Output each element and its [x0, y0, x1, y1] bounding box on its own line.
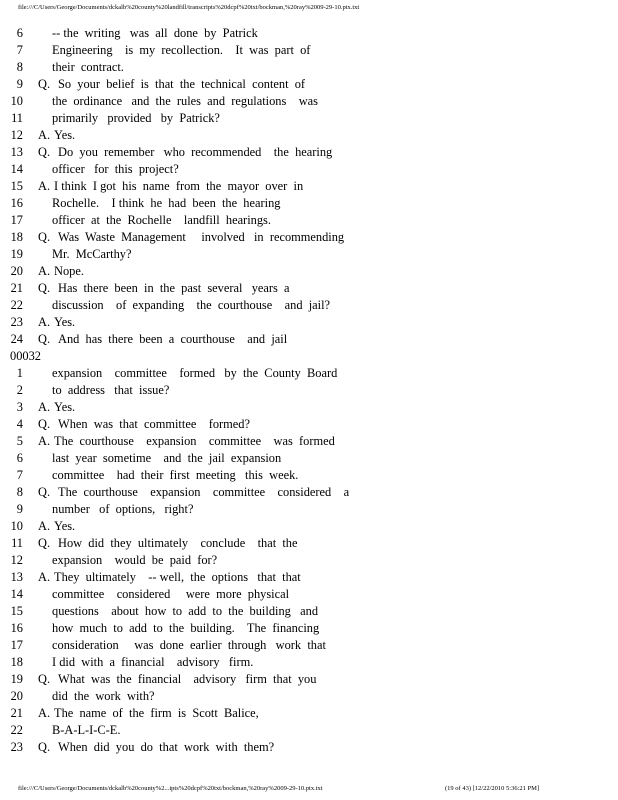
speaker-label: A. — [38, 519, 51, 533]
speaker-label: A. — [38, 264, 51, 278]
line-text: Yes. — [54, 400, 76, 414]
transcript-line — [8, 637, 608, 654]
transcript-line — [8, 569, 608, 586]
line-number: 19 — [10, 247, 23, 261]
transcript-line — [8, 110, 608, 127]
transcript-line — [8, 450, 608, 467]
transcript-line — [8, 416, 608, 433]
transcript-line — [8, 263, 608, 280]
line-number: 8 — [16, 60, 23, 74]
transcript-line — [8, 433, 608, 450]
line-text: officer for this project? — [52, 162, 179, 176]
line-text: Yes. — [54, 519, 76, 533]
transcript-line — [8, 688, 608, 705]
line-number: 23 — [10, 315, 23, 329]
line-number: 1 — [16, 366, 23, 380]
speaker-label: A. — [38, 128, 51, 142]
line-text: did the work with? — [52, 689, 155, 703]
transcript-line — [8, 127, 608, 144]
transcript-line — [8, 467, 608, 484]
footer-url: file:///C/Users/George/Documents/dckalb%20county%2...ipts%20dcpf%20txt/bockman,%20ray%2009-29-10.ptx.txt — [18, 785, 323, 792]
line-text: expansion committee formed by the County Board — [52, 366, 338, 380]
line-text: Yes. — [54, 315, 76, 329]
line-text: Do you remember who recommended the hearing — [58, 145, 333, 159]
line-number: 9 — [16, 502, 23, 516]
transcript-line — [8, 331, 608, 348]
footer-page-info: (19 of 43) [12/22/2010 5:36:21 PM] — [445, 785, 540, 792]
line-number: 21 — [10, 706, 23, 720]
line-number: 21 — [10, 281, 23, 295]
transcript-line — [8, 297, 608, 314]
transcript-line — [8, 229, 608, 246]
transcript-line — [8, 654, 608, 671]
line-number: 6 — [16, 451, 23, 465]
transcript-line — [8, 552, 608, 569]
line-text: number of options, right? — [52, 502, 194, 516]
speaker-label: A. — [38, 434, 51, 448]
line-text: The courthouse expansion committee was formed — [54, 434, 335, 448]
speaker-label: Q. — [38, 672, 51, 686]
transcript-line — [8, 195, 608, 212]
page-number-line — [8, 348, 608, 365]
transcript-line — [8, 76, 608, 93]
line-number: 20 — [10, 689, 23, 703]
line-text: consideration was done earlier through work that — [52, 638, 326, 652]
line-text: They ultimately -- well, the options that that — [54, 570, 301, 584]
line-text: So your belief is that the technical content of — [58, 77, 306, 91]
transcript-line — [8, 620, 608, 637]
line-text: I did with a financial advisory firm. — [52, 655, 254, 669]
line-text: And has there been a courthouse and jail — [58, 332, 288, 346]
line-number: 2 — [16, 383, 23, 397]
line-number: 6 — [16, 26, 23, 40]
line-number: 11 — [11, 536, 23, 550]
line-number: 10 — [10, 94, 23, 108]
transcript-line — [8, 246, 608, 263]
speaker-label: A. — [38, 315, 51, 329]
line-text: Rochelle. I think he had been the hearing — [52, 196, 281, 210]
line-text: When did you do that work with them? — [58, 740, 275, 754]
line-text: How did they ultimately conclude that the — [58, 536, 298, 550]
speaker-label: Q. — [38, 145, 51, 159]
line-number: 23 — [10, 740, 23, 754]
line-text: committee considered were more physical — [52, 587, 290, 601]
transcript-body — [8, 25, 608, 756]
line-text: When was that committee formed? — [58, 417, 250, 431]
transcript-line — [8, 314, 608, 331]
transcript-line — [8, 93, 608, 110]
transcript-line — [8, 212, 608, 229]
line-number: 24 — [10, 332, 23, 346]
line-text: Mr. McCarthy? — [52, 247, 132, 261]
transcript-line — [8, 280, 608, 297]
line-text: What was the financial advisory firm that you — [58, 672, 317, 686]
speaker-label: Q. — [38, 281, 51, 295]
line-text: Yes. — [54, 128, 76, 142]
line-number: 13 — [10, 145, 23, 159]
line-text: Engineering is my recollection. It was part of — [52, 43, 311, 57]
speaker-label: Q. — [38, 77, 51, 91]
line-number: 10 — [10, 519, 23, 533]
line-number: 5 — [16, 434, 23, 448]
speaker-label: Q. — [38, 230, 51, 244]
line-text: questions about how to add to the building and — [52, 604, 319, 618]
line-number: 12 — [10, 553, 23, 567]
line-text: their contract. — [52, 60, 124, 74]
line-text: to address that issue? — [52, 383, 170, 397]
transcript-line — [8, 25, 608, 42]
line-text: discussion of expanding the courthouse and jail? — [52, 298, 331, 312]
line-text: -- the writing was all done by Patrick — [52, 26, 258, 40]
line-number: 17 — [10, 638, 23, 652]
line-text: Has there been in the past several years a — [58, 281, 290, 295]
speaker-label: A. — [38, 706, 51, 720]
transcript-line — [8, 739, 608, 756]
transcript-line — [8, 535, 608, 552]
transcript-line — [8, 586, 608, 603]
line-text: The name of the firm is Scott Balice, — [54, 706, 259, 720]
transcript-line — [8, 178, 608, 195]
transcript-line — [8, 161, 608, 178]
line-number: 17 — [10, 213, 23, 227]
line-number: 19 — [10, 672, 23, 686]
speaker-label: Q. — [38, 332, 51, 346]
transcript-line — [8, 59, 608, 76]
transcript-line — [8, 399, 608, 416]
transcript-line — [8, 603, 608, 620]
header-url: file:///C/Users/George/Documents/dckalb%20county%20landfill/transcripts%20dcpf%20txt/bockman,%20ray%2009-29-10.ptx.txt — [18, 4, 360, 11]
line-number: 9 — [16, 77, 23, 91]
transcript-line — [8, 484, 608, 501]
speaker-label: Q. — [38, 536, 51, 550]
line-text: committee had their first meeting this week. — [52, 468, 299, 482]
line-text: Was Waste Management involved in recommending — [58, 230, 345, 244]
transcript-line — [8, 365, 608, 382]
line-number: 15 — [10, 604, 23, 618]
line-number: 22 — [10, 298, 23, 312]
line-text: I think I got his name from the mayor over in — [54, 179, 304, 193]
line-number: 11 — [11, 111, 23, 125]
line-number: 8 — [16, 485, 23, 499]
line-number: 16 — [10, 196, 23, 210]
line-text: the ordinance and the rules and regulations was — [52, 94, 318, 108]
transcript-line — [8, 382, 608, 399]
line-number: 13 — [10, 570, 23, 584]
speaker-label: Q. — [38, 485, 51, 499]
page-number: 00032 — [10, 349, 41, 363]
speaker-label: A. — [38, 400, 51, 414]
line-text: officer at the Rochelle landfill hearings. — [52, 213, 271, 227]
line-text: last year sometime and the jail expansion — [52, 451, 282, 465]
line-text: primarily provided by Patrick? — [52, 111, 220, 125]
speaker-label: Q. — [38, 740, 51, 754]
speaker-label: Q. — [38, 417, 51, 431]
transcript-line — [8, 42, 608, 59]
line-number: 15 — [10, 179, 23, 193]
transcript-line — [8, 518, 608, 535]
speaker-label: A. — [38, 179, 51, 193]
line-number: 16 — [10, 621, 23, 635]
line-number: 20 — [10, 264, 23, 278]
transcript-line — [8, 144, 608, 161]
line-number: 18 — [10, 655, 23, 669]
line-number: 7 — [16, 43, 23, 57]
line-number: 4 — [16, 417, 23, 431]
line-text: The courthouse expansion committee considered a — [58, 485, 350, 499]
line-text: Nope. — [54, 264, 84, 278]
line-number: 7 — [16, 468, 23, 482]
line-number: 3 — [16, 400, 23, 414]
transcript-line — [8, 705, 608, 722]
line-number: 14 — [10, 587, 23, 601]
line-number: 14 — [10, 162, 23, 176]
transcript-line — [8, 671, 608, 688]
line-text: B-A-L-I-C-E. — [52, 723, 121, 737]
speaker-label: A. — [38, 570, 51, 584]
transcript-line — [8, 501, 608, 518]
line-text: how much to add to the building. The financing — [52, 621, 320, 635]
transcript-line — [8, 722, 608, 739]
line-number: 18 — [10, 230, 23, 244]
line-text: expansion would be paid for? — [52, 553, 218, 567]
line-number: 12 — [10, 128, 23, 142]
line-number: 22 — [10, 723, 23, 737]
